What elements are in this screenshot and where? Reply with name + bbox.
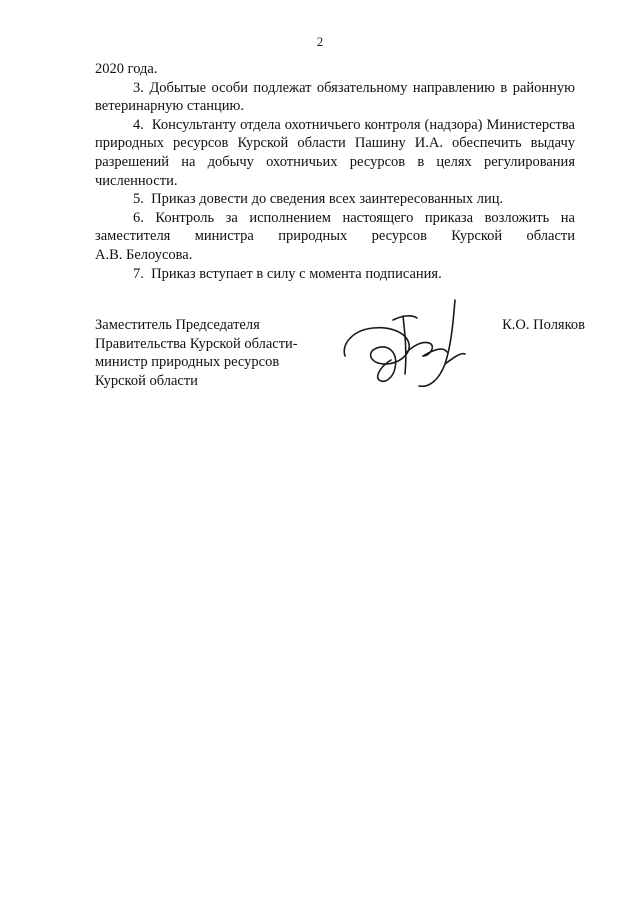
signature-block [95, 316, 585, 406]
paragraph-item-6-line-2: заместителя министра природных ресурсов Курской области [95, 228, 575, 245]
signer-title-line: Курской области [95, 372, 198, 389]
paragraph-item-6-line-3: А.В. Белоусова. [95, 246, 193, 263]
handwritten-signature-image [333, 294, 473, 394]
signer-title [95, 316, 325, 390]
paragraph-item-6-line-1: 6. Контроль за исполнением настоящего приказа возложить на [133, 209, 575, 226]
paragraph-item-5: 5. Приказ довести до сведения всех заинтересованных лиц. [133, 191, 504, 208]
signer-title-line: Правительства Курской области- [95, 335, 298, 352]
paragraph-continuation: 2020 года. [95, 61, 158, 77]
document-body [95, 60, 575, 283]
paragraph-item-4: 4. Консультанту отдела охотничьего контроля (надзора) Министерства природных ресурсов Курской области Пашину И.А. обеспечить выдачу разрешений на добычу охотничьих ресурсов в целях регулирования численности. [95, 116, 575, 189]
paragraph-item-7: 7. Приказ вступает в силу с момента подписания. [133, 265, 442, 282]
signer-title-line: министр природных ресурсов [95, 354, 280, 371]
page-number: 2 [316, 34, 324, 49]
signer-title-line: Заместитель Председателя [95, 317, 260, 333]
signer-name: К.О. Поляков [502, 317, 585, 333]
paragraph-item-3: 3. Добытые особи подлежат обязательному направлению в районную ветеринарную станцию. [95, 79, 575, 115]
